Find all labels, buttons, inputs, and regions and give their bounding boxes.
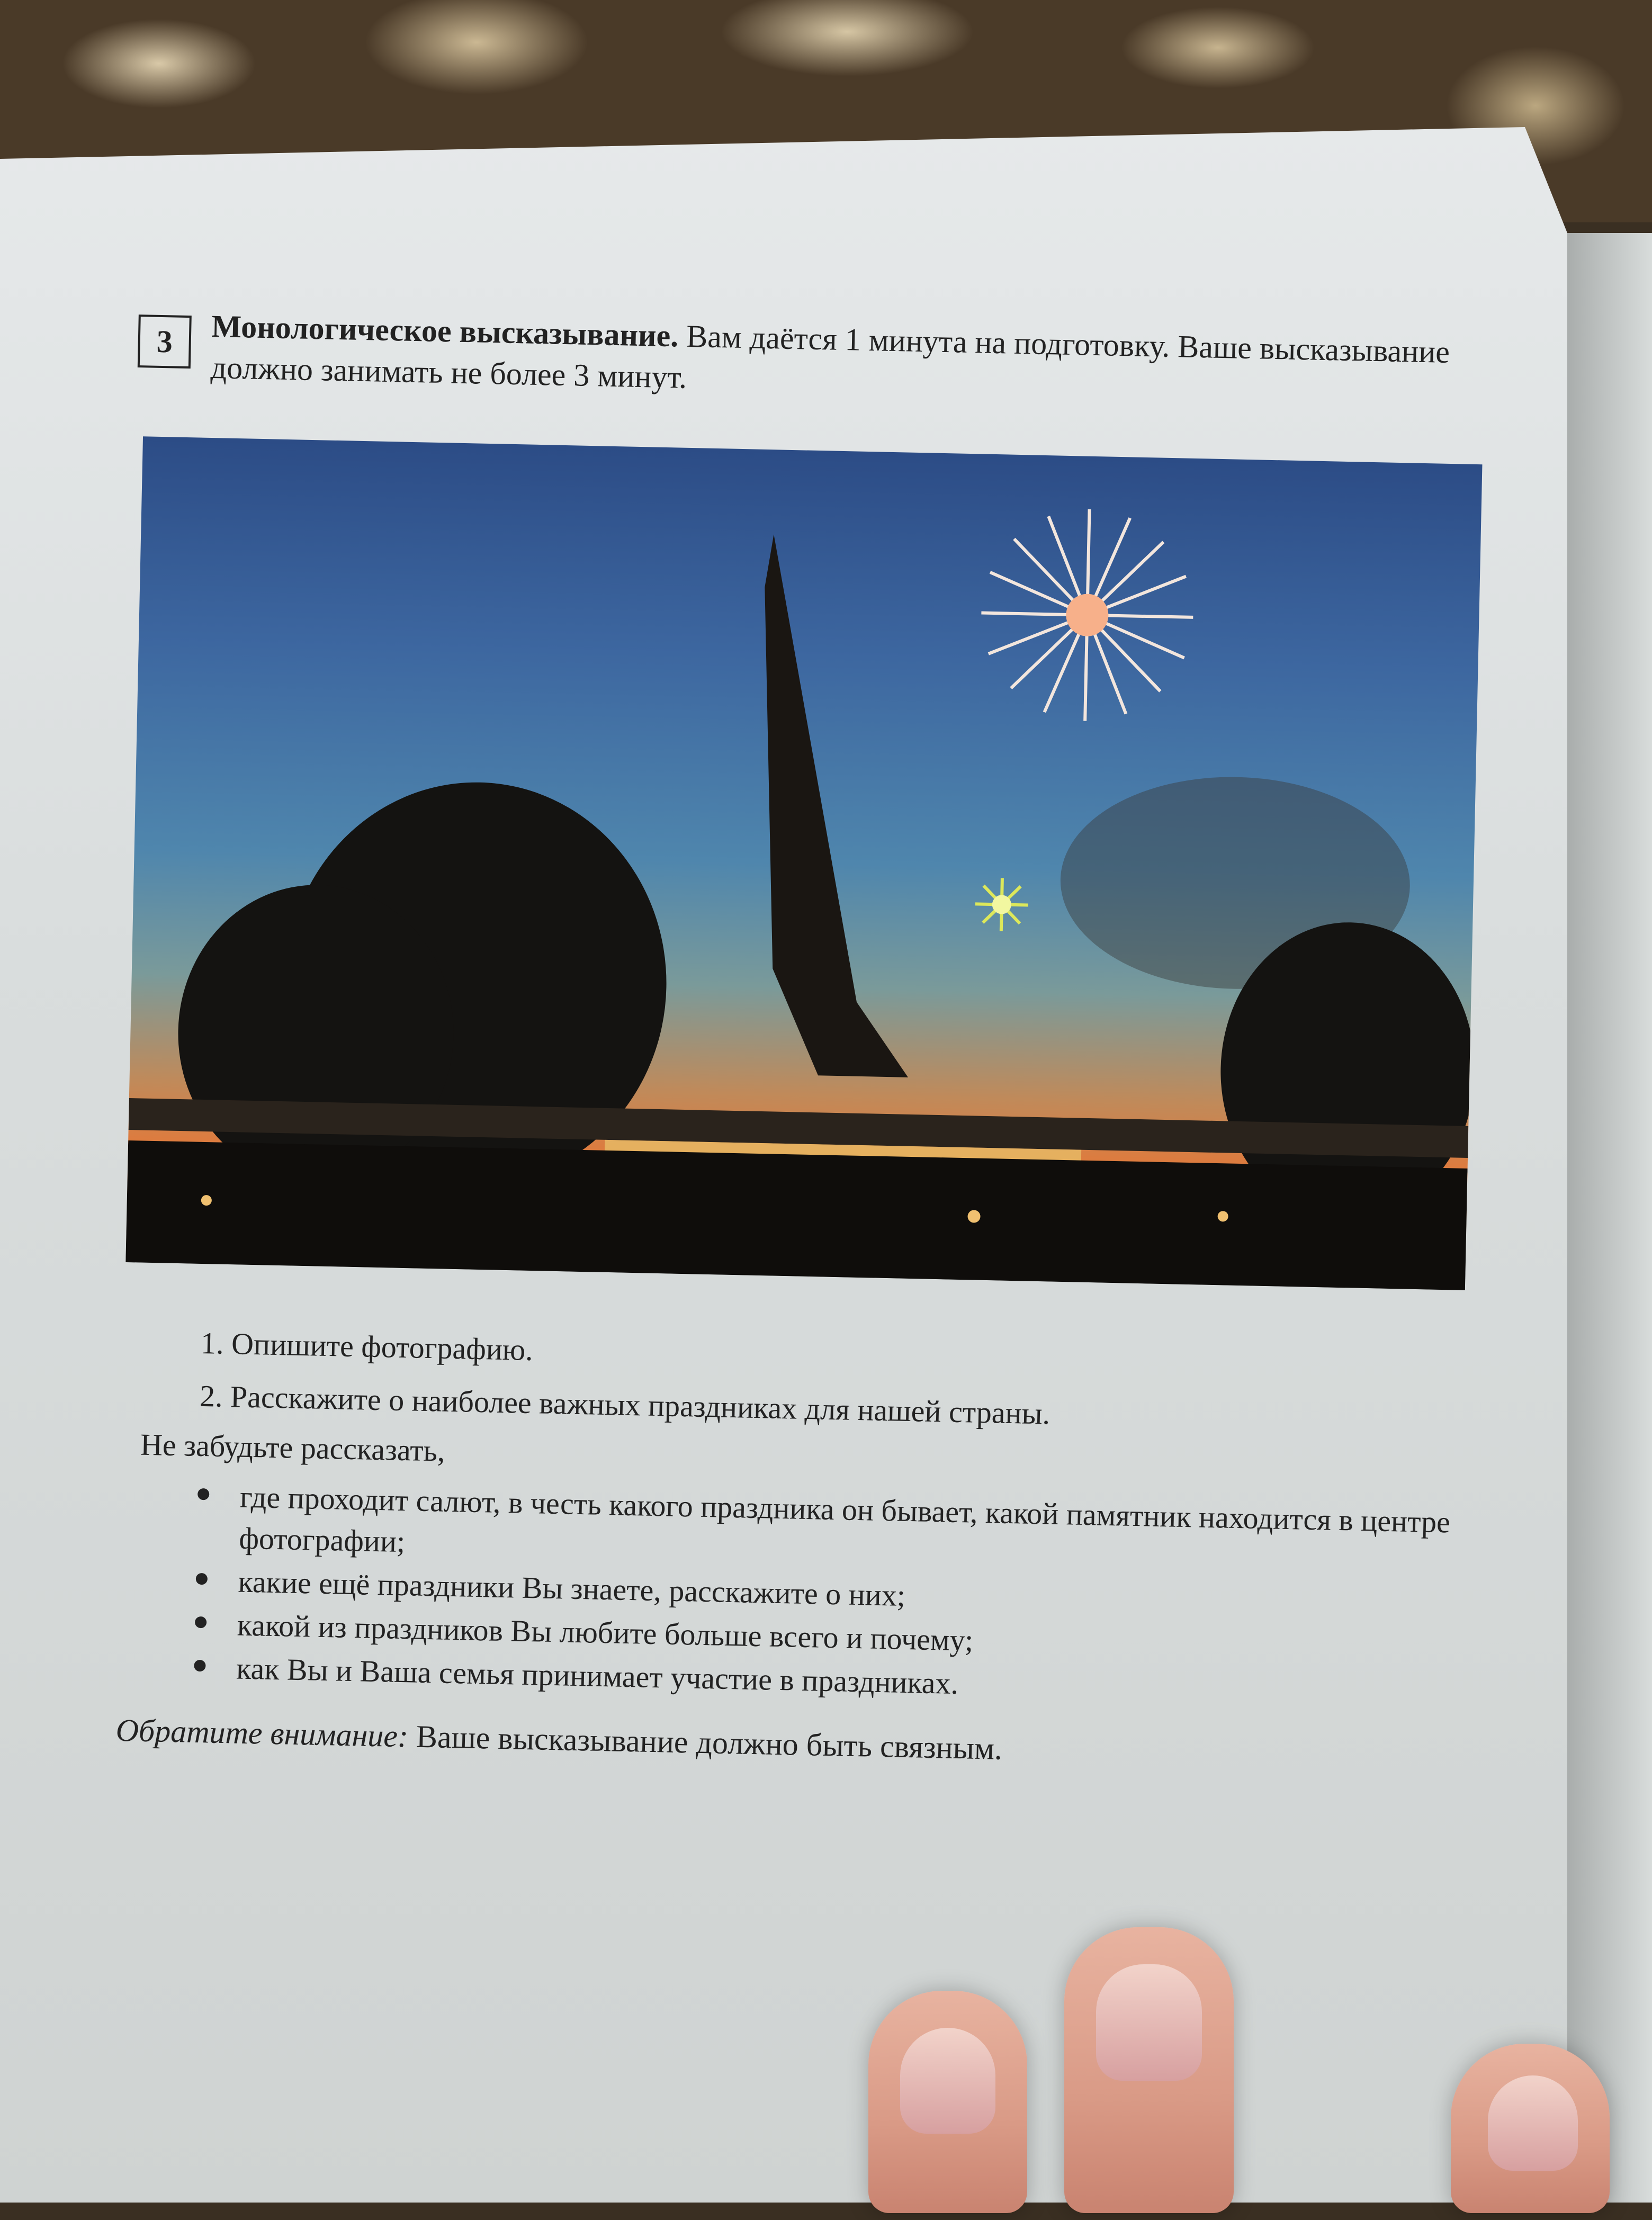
task-header bbox=[210, 305, 1483, 415]
task-number-box: 3 bbox=[138, 314, 192, 368]
bullet-item: какие ещё праздники Вы знаете, расскажите о них; bbox=[195, 1560, 1520, 1629]
bullet-dot-icon bbox=[195, 1616, 206, 1628]
bullet-item: какой из праздников Вы любите больше всего и почему; bbox=[194, 1604, 1519, 1673]
firework-burst-icon bbox=[979, 507, 1195, 723]
finger-middle bbox=[1064, 1927, 1234, 2213]
bullet-item: где проходит салют, в честь какого праздника он бывает, какой памятник находится в центре фотографии; bbox=[196, 1476, 1522, 1586]
bullet-list bbox=[193, 1476, 1521, 1718]
question-1: 1. Опишите фотографию. bbox=[200, 1325, 534, 1368]
questions-list bbox=[199, 1317, 1472, 1449]
reminder-text: Не забудьте рассказать, bbox=[140, 1427, 446, 1468]
finger-right bbox=[1451, 2044, 1610, 2213]
bullet-item: как Вы и Ваша семья принимает участие в праздниках. bbox=[194, 1647, 1518, 1716]
attention-note bbox=[115, 1712, 1493, 1777]
question-2: 2. Расскажите о наиболее важных праздниках для нашей страны. bbox=[199, 1378, 1051, 1431]
photo-illustration bbox=[125, 436, 1482, 1290]
task-title: Монологическое высказывание. bbox=[211, 308, 679, 354]
task-instruction: Вам даётся 1 минута на подготовку. Ваше высказывание должно занимать не более 3 минут. bbox=[210, 318, 1450, 395]
fireworks-photo bbox=[125, 436, 1482, 1290]
small-firework-icon bbox=[975, 877, 1029, 931]
bullet-dot-icon bbox=[196, 1573, 208, 1585]
monument-icon bbox=[755, 534, 919, 1077]
finger-left bbox=[868, 1991, 1027, 2213]
bullet-dot-icon bbox=[194, 1660, 205, 1671]
note-label: Обратите внимание: bbox=[115, 1712, 409, 1754]
note-text: Ваше высказывание должно быть связным. bbox=[408, 1719, 1003, 1766]
bullet-dot-icon bbox=[197, 1488, 209, 1500]
